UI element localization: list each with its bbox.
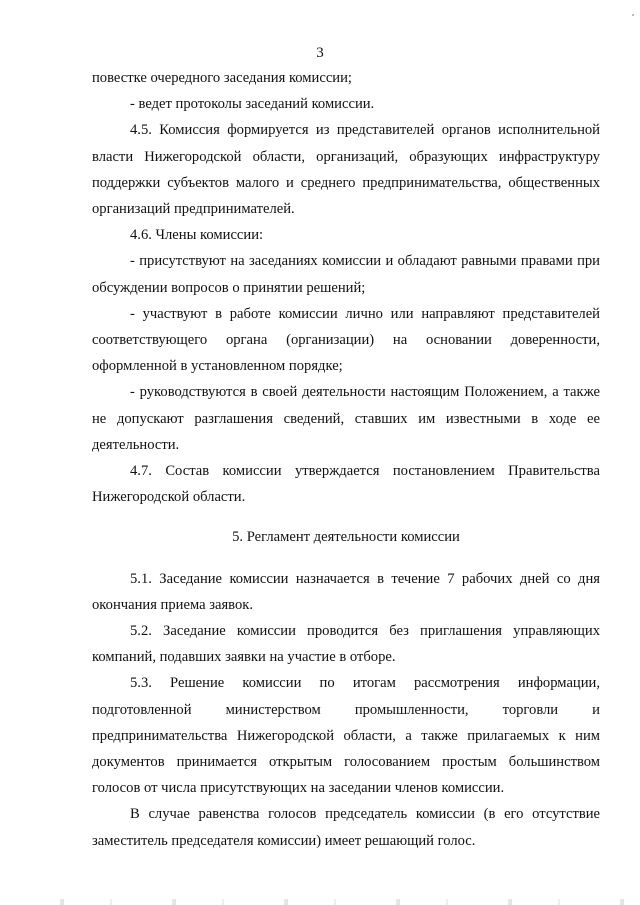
paragraph-list-item: - присутствуют на заседаниях комиссии и обладают равными правами при обсуждении вопросов о принятии решений; [92, 253, 600, 296]
paragraph-list-item: - участвуют в работе комиссии лично или направляют представителей соответствующего органа (организации) на основании доверенности, оформленной в установленном порядке; [92, 305, 600, 375]
paragraph-4-5: 4.5. Комиссия формируется из представителей органов исполнительной власти Нижегородской области, организаций, образующих инфраструктуру поддержки субъектов малого и среднего предпринимательства, общественных организаций предпринимателей. [92, 122, 600, 218]
paragraph-5-1: 5.1. Заседание комиссии назначается в течение 7 рабочих дней со дня окончания приема заявок. [92, 570, 600, 613]
document-body [92, 65, 600, 854]
paragraph-continuation: повестке очередного заседания комиссии; [92, 70, 352, 86]
scan-speck [632, 14, 634, 16]
page-number: 3 [316, 45, 324, 61]
paragraph-list-item: - руководствуются в своей деятельности настоящим Положением, а также не допускают разглашения сведений, ставших им известными в ходе ее деятельности. [92, 384, 600, 453]
paragraph-4-7: 4.7. Состав комиссии утверждается постановлением Правительства Нижегородской области. [92, 463, 600, 506]
paragraph-4-6: 4.6. Члены комиссии: [130, 227, 264, 244]
paragraph-5-2: 5.2. Заседание комиссии проводится без приглашения управляющих компаний, подавших заявки на участие в отборе. [92, 623, 600, 666]
paragraph-list-item: - ведет протоколы заседаний комиссии. [130, 96, 375, 113]
paragraph-tie-vote: В случае равенства голосов председатель комиссии (в его отсутствие заместитель председателя комиссии) имеет решающий голос. [92, 806, 600, 849]
paragraph-5-3: 5.3. Решение комиссии по итогам рассмотрения информации, подготовленной министерством промышленности, торговли и предпринимательства Нижегородской области, а также прилагаемых к ним документов принимается открытым голосованием простым большинством голосов от числа присутствующих на заседании членов комиссии. [92, 675, 600, 797]
scan-bottom-edge [0, 899, 640, 905]
section-heading: 5. Регламент деятельности комиссии [232, 529, 460, 546]
